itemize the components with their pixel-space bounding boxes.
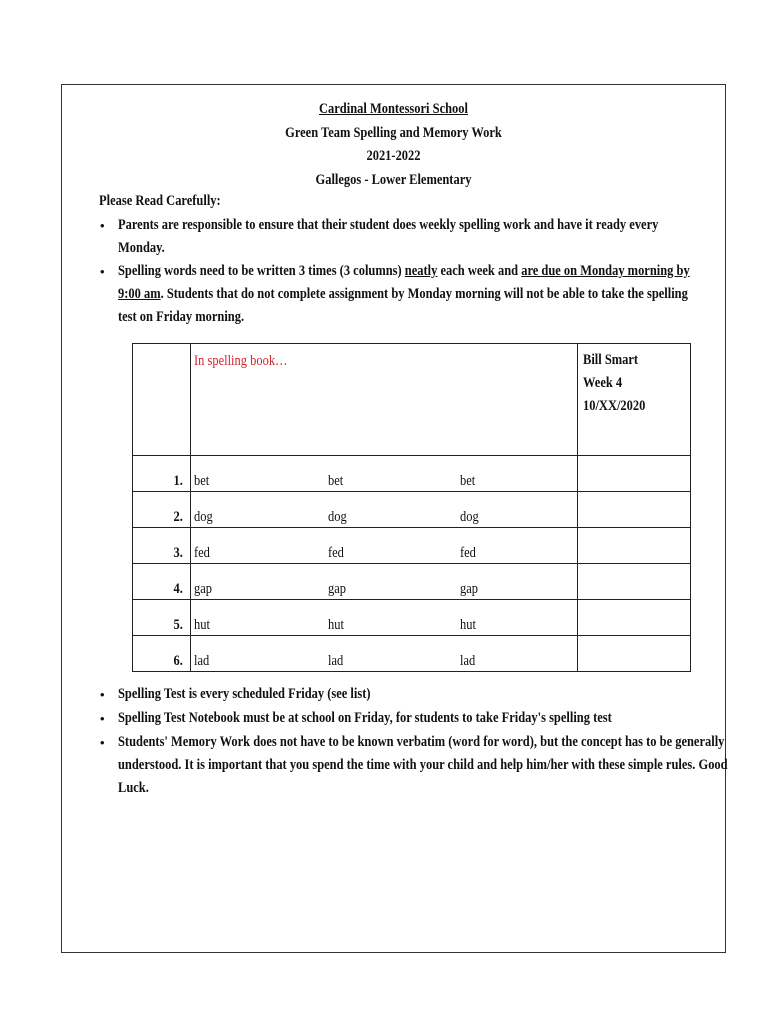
bullet-4: Spelling Test Notebook must be at school on Friday, for students to take Friday's spelling test bbox=[118, 710, 612, 726]
bullet-1-line-2: Monday. bbox=[118, 240, 165, 256]
table-divider bbox=[133, 455, 690, 456]
row-number: 6. bbox=[173, 653, 183, 669]
bullet-5-line-2: understood. It is important that you spend the time with your child and help him/her with these simple rules. Good bbox=[118, 757, 728, 773]
table-note: In spelling book… bbox=[194, 353, 288, 369]
bullet-2-text-b: each week and bbox=[437, 263, 522, 279]
row-number: 3. bbox=[173, 545, 183, 561]
school-name: Cardinal Montessori School bbox=[319, 101, 468, 117]
row-number: 2. bbox=[173, 509, 183, 525]
word-column-2: bet bbox=[328, 473, 344, 489]
spelling-table bbox=[132, 343, 691, 672]
bullet-1-line-1: Parents are responsible to ensure that their student does weekly spelling work and have it ready every bbox=[118, 217, 659, 233]
word-column-3: hut bbox=[460, 617, 476, 633]
word-column-1: dog bbox=[194, 509, 213, 525]
row-number: 4. bbox=[173, 581, 183, 597]
week-label: Week 4 bbox=[583, 375, 623, 391]
word-column-3: lad bbox=[460, 653, 476, 669]
bullet-2-line-3: test on Friday morning. bbox=[118, 309, 245, 325]
bullet-5-line-3: Luck. bbox=[118, 780, 149, 796]
bullet-2-neatly: neatly bbox=[404, 263, 438, 279]
word-column-1: bet bbox=[194, 473, 210, 489]
date-label: 10/XX/2020 bbox=[583, 398, 646, 414]
table-divider bbox=[133, 527, 690, 528]
document-header bbox=[108, 98, 680, 192]
bullet-2-text-a: Spelling words need to be written 3 times (3 columns) bbox=[118, 263, 405, 279]
bullet-5-line-1: Students' Memory Work does not have to be known verbatim (word for word), but the concept has to be generally bbox=[118, 734, 725, 750]
bullet-icon: • bbox=[100, 687, 105, 702]
bullet-icon: • bbox=[100, 711, 105, 726]
row-number: 5. bbox=[173, 617, 183, 633]
teacher-class: Gallegos - Lower Elementary bbox=[315, 171, 472, 188]
table-divider bbox=[133, 635, 690, 636]
bullet-icon: • bbox=[100, 735, 105, 750]
bullet-2-time: 9:00 am bbox=[118, 286, 161, 302]
word-column-3: fed bbox=[460, 545, 476, 561]
table-divider bbox=[133, 491, 690, 492]
word-column-2: lad bbox=[328, 653, 344, 669]
word-column-1: gap bbox=[194, 581, 213, 597]
team-title: Green Team Spelling and Memory Work bbox=[285, 124, 502, 141]
bullet-3: Spelling Test is every scheduled Friday (see list) bbox=[118, 686, 371, 702]
bullet-2-line-1 bbox=[118, 260, 690, 283]
word-column-3: gap bbox=[460, 581, 479, 597]
row-number: 1. bbox=[173, 473, 183, 489]
school-year: 2021-2022 bbox=[366, 148, 421, 164]
table-divider bbox=[190, 344, 191, 671]
intro-heading: Please Read Carefully: bbox=[99, 193, 221, 209]
bullet-2-rest: . Students that do not complete assignment by Monday morning will not be able to take the spelling bbox=[160, 286, 688, 302]
table-divider bbox=[133, 563, 690, 564]
word-column-2: fed bbox=[328, 545, 344, 561]
word-column-3: bet bbox=[460, 473, 476, 489]
table-divider bbox=[577, 344, 578, 671]
word-column-2: gap bbox=[328, 581, 347, 597]
bullet-icon: • bbox=[100, 218, 105, 233]
word-column-1: hut bbox=[194, 617, 210, 633]
word-column-1: fed bbox=[194, 545, 210, 561]
bullet-2-due: are due on Monday morning by bbox=[521, 263, 690, 279]
bullet-icon: • bbox=[100, 264, 105, 279]
bullet-2-line-2 bbox=[118, 283, 688, 306]
word-column-2: dog bbox=[328, 509, 347, 525]
word-column-1: lad bbox=[194, 653, 210, 669]
word-column-2: hut bbox=[328, 617, 344, 633]
student-name: Bill Smart bbox=[583, 352, 639, 368]
word-column-3: dog bbox=[460, 509, 479, 525]
table-divider bbox=[133, 599, 690, 600]
